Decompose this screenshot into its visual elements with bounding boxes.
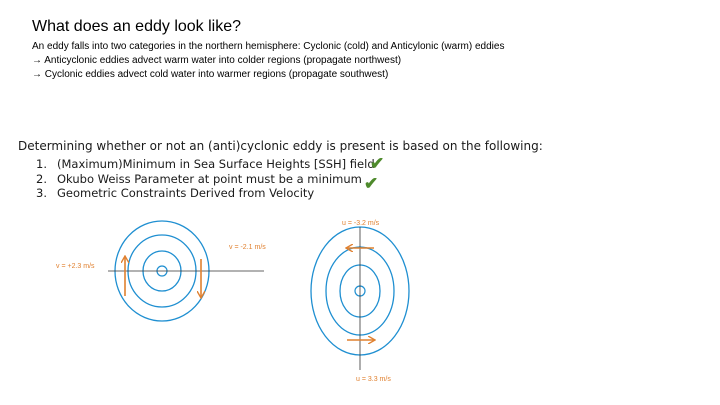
criteria-heading: Determining whether or not an (anti)cyclonic eddy is present is based on the following:	[18, 139, 543, 153]
criteria-number: 3.	[36, 186, 47, 200]
right-eddy-diagram	[311, 220, 409, 383]
velocity-label-v-east: v = -2.1 m/s	[229, 244, 266, 251]
checkmark-icon: ✔	[364, 174, 379, 193]
criteria-text: Geometric Constraints Derived from Velocity	[57, 186, 315, 200]
velocity-label-u-south: u = 3.3 m/s	[356, 376, 391, 383]
intro-line-cyclonic: → Cyclonic eddies advect cold water into warmer regions (propagate southwest)	[32, 69, 389, 80]
left-eddy-diagram	[56, 221, 266, 321]
criteria-text: (Maximum)Minimum in Sea Surface Heights [SSH] field	[57, 157, 375, 171]
checkmark-icon: ✔	[370, 154, 385, 173]
criteria-number: 1.	[36, 157, 47, 171]
criteria-text: Okubo Weiss Parameter at point must be a minimum	[57, 171, 362, 186]
velocity-label-u-north: u = -3.2 m/s	[342, 220, 380, 227]
slide-title: What does an eddy look like?	[32, 18, 242, 35]
criteria-number: 2.	[36, 171, 47, 186]
velocity-label-v-west: v = +2.3 m/s	[56, 263, 95, 270]
intro-line-anticyclonic: → Anticyclonic eddies advect warm water into colder regions (propagate northwest)	[32, 55, 402, 66]
intro-line-categories: An eddy falls into two categories in the northern hemisphere: Cyclonic (cold) and Anticylonic (warm) eddies	[32, 41, 505, 52]
